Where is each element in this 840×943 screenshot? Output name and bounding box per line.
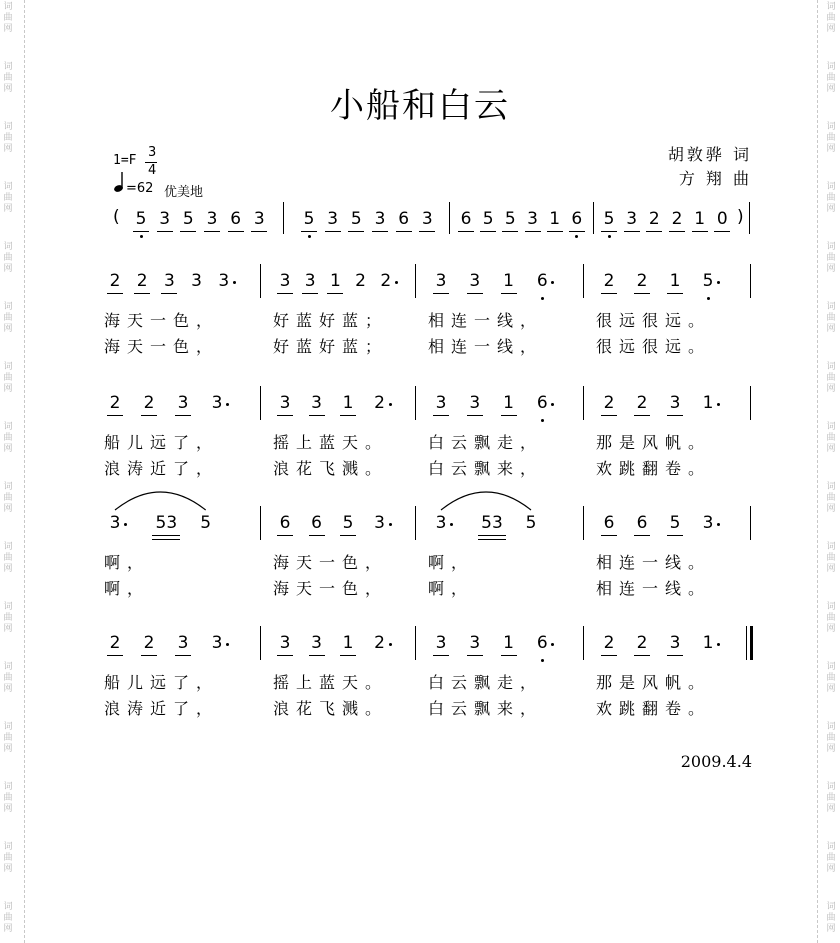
note: 6 xyxy=(279,513,291,533)
lyric-text: 白云飘走， xyxy=(428,433,544,452)
note: 3 xyxy=(374,513,385,533)
note: 2 xyxy=(374,393,385,413)
note: 1 xyxy=(503,633,514,653)
note: 3 xyxy=(163,271,175,291)
watermark-text: 词 曲 网 xyxy=(3,842,13,874)
underline-beam xyxy=(340,655,356,656)
lyric-text: 好蓝好蓝； xyxy=(273,337,389,356)
note: 53 xyxy=(155,513,178,533)
underline-beam xyxy=(667,293,683,294)
augmentation-dot xyxy=(551,281,554,284)
barline xyxy=(415,264,416,298)
note: 1 xyxy=(694,209,706,229)
barline xyxy=(415,386,416,420)
underline-beam xyxy=(309,655,325,656)
note: 5 xyxy=(525,513,537,533)
underline-beam xyxy=(601,415,617,416)
underline-beam xyxy=(204,231,220,232)
octave-dot-below xyxy=(541,659,544,662)
barline xyxy=(750,386,751,420)
watermark-text: 词 曲 网 xyxy=(826,182,836,214)
underline-beam xyxy=(302,293,318,294)
watermark-text: 词 曲 网 xyxy=(3,662,13,694)
note: 3 xyxy=(253,209,265,229)
underline-beam xyxy=(634,655,650,656)
lyric-text: 海天一色， xyxy=(273,553,389,572)
underline-beam xyxy=(569,231,585,232)
underline-beam xyxy=(134,293,150,294)
augmentation-dot xyxy=(395,281,398,284)
note: 3 xyxy=(109,513,121,533)
underline-beam xyxy=(458,231,474,232)
expression-mark: 优美地 xyxy=(164,185,204,200)
note: 6 xyxy=(636,513,648,533)
augmentation-dot xyxy=(717,281,720,284)
note: 2 xyxy=(355,271,366,291)
note: 3 xyxy=(327,209,339,229)
note: 5 xyxy=(603,209,615,229)
watermark-text: 词 曲 网 xyxy=(3,362,13,394)
watermark-text: 词 曲 网 xyxy=(3,482,13,514)
note: 3 xyxy=(177,393,189,413)
lyric-text: 相连一线。 xyxy=(596,553,712,572)
underline-beam xyxy=(251,231,267,232)
note: 3 xyxy=(177,633,189,653)
note: 1 xyxy=(702,633,714,653)
note: 3 xyxy=(421,209,433,229)
note: 3 xyxy=(702,513,714,533)
intro-open-paren: ( xyxy=(113,207,120,227)
underline-beam xyxy=(161,293,177,294)
note: 3 xyxy=(279,271,291,291)
slur xyxy=(0,512,840,542)
lyric-text: 白云飘来， xyxy=(428,699,544,718)
octave-dot-below xyxy=(608,235,611,238)
watermark-text: 词 曲 网 xyxy=(3,302,13,334)
note: 2 xyxy=(143,393,155,413)
notes-row xyxy=(0,512,840,542)
augmentation-dot xyxy=(389,643,392,646)
key-signature: 1=F xyxy=(113,153,137,168)
barline xyxy=(260,626,261,660)
underline-beam xyxy=(467,655,483,656)
note: 3 xyxy=(218,271,230,291)
note: 3 xyxy=(435,513,447,533)
note: 3 xyxy=(435,393,447,413)
barline xyxy=(449,202,450,234)
augmentation-dot xyxy=(389,403,392,406)
underline-beam xyxy=(141,655,157,656)
underline-beam xyxy=(419,231,435,232)
augmentation-dot xyxy=(717,403,720,406)
watermark-text: 词 曲 网 xyxy=(826,362,836,394)
note: 1 xyxy=(503,393,514,413)
lyric-text: 好蓝好蓝； xyxy=(273,311,389,330)
note: 5 xyxy=(669,513,681,533)
note: 6 xyxy=(460,209,472,229)
note: 5 xyxy=(182,209,194,229)
note: 6 xyxy=(603,513,615,533)
watermark-text: 词 曲 网 xyxy=(826,542,836,574)
note: 6 xyxy=(536,271,548,291)
underline-beam xyxy=(634,293,650,294)
lyric-text: 白云飘来， xyxy=(428,459,544,478)
underline-beam xyxy=(624,231,640,232)
notes-row xyxy=(0,270,840,300)
lyric-text: 很远很远。 xyxy=(596,337,712,356)
lyric-text: 白云飘走， xyxy=(428,673,544,692)
underline-beam xyxy=(667,415,683,416)
left-margin-line xyxy=(24,0,25,943)
underline-beam xyxy=(714,231,730,232)
underline-beam xyxy=(175,655,191,656)
note: 3 xyxy=(626,209,638,229)
note: 5 xyxy=(702,271,714,291)
octave-dot-below xyxy=(707,297,710,300)
note: 3 xyxy=(159,209,171,229)
underline-beam xyxy=(667,655,683,656)
note: 3 xyxy=(469,271,481,291)
note: 6 xyxy=(398,209,410,229)
watermark-text: 词 曲 网 xyxy=(3,242,13,274)
note: 3 xyxy=(211,633,223,653)
watermark-text: 词 曲 网 xyxy=(826,902,836,934)
underline-beam xyxy=(601,293,617,294)
note: 2 xyxy=(374,633,385,653)
watermark-text: 词 曲 网 xyxy=(826,242,836,274)
octave-dot-below xyxy=(140,235,143,238)
note: 5 xyxy=(303,209,315,229)
lyric-text: 海天一色， xyxy=(104,337,220,356)
underline-beam xyxy=(502,231,518,232)
barline xyxy=(415,626,416,660)
barline xyxy=(583,386,584,420)
augmentation-dot xyxy=(551,643,554,646)
note: 3 xyxy=(669,633,681,653)
underline-beam xyxy=(175,415,191,416)
note: 5 xyxy=(350,209,362,229)
underline-beam xyxy=(525,231,541,232)
underline-beam xyxy=(501,655,517,656)
lyric-text: 浪花飞溅。 xyxy=(273,459,389,478)
note: 2 xyxy=(109,393,121,413)
underline-beam xyxy=(601,655,617,656)
lyric-text: 浪涛近了， xyxy=(104,459,220,478)
watermark-text: 词 曲 网 xyxy=(826,602,836,634)
lyric-text: 啊， xyxy=(428,553,475,572)
underline-beam xyxy=(228,231,244,232)
lyric-text: 相连一线。 xyxy=(596,579,712,598)
note: 3 xyxy=(469,633,481,653)
augmentation-dot xyxy=(233,281,236,284)
octave-dot-below xyxy=(575,235,578,238)
watermark-text: 词 曲 网 xyxy=(826,482,836,514)
watermark-text: 词 曲 网 xyxy=(3,542,13,574)
quarter-note-icon xyxy=(113,170,125,194)
note: 2 xyxy=(603,271,615,291)
note: 6 xyxy=(536,393,548,413)
final-barline xyxy=(746,626,747,660)
lyric-text: 欢跳翻卷。 xyxy=(596,699,712,718)
note: 1 xyxy=(342,393,354,413)
barline xyxy=(749,202,750,234)
note: 5 xyxy=(482,209,494,229)
lyric-text: 摇上蓝天。 xyxy=(273,673,389,692)
note: 2 xyxy=(380,271,392,291)
underline-beam xyxy=(107,415,123,416)
lyric-text: 船儿远了， xyxy=(104,433,220,452)
note: 6 xyxy=(571,209,583,229)
watermark-text: 词 曲 网 xyxy=(3,722,13,754)
watermark-text: 词 曲 网 xyxy=(3,122,13,154)
octave-dot-below xyxy=(541,297,544,300)
note: 3 xyxy=(374,209,386,229)
note: 3 xyxy=(311,393,322,413)
lyric-text: 那是风帆。 xyxy=(596,433,712,452)
watermark-text: 词 曲 网 xyxy=(826,782,836,814)
lyric-text: 浪涛近了， xyxy=(104,699,220,718)
note: 3 xyxy=(311,633,322,653)
watermark-text: 词 曲 网 xyxy=(3,602,13,634)
lyric-text: 浪花飞溅。 xyxy=(273,699,389,718)
lyric-text: 船儿远了， xyxy=(104,673,220,692)
watermark-text: 词 曲 网 xyxy=(3,782,13,814)
time-signature-top: 3 xyxy=(148,145,157,160)
note: 5 xyxy=(200,513,212,533)
note: 1 xyxy=(549,209,561,229)
underline-beam xyxy=(277,293,293,294)
note: 1 xyxy=(329,271,341,291)
underline-beam xyxy=(141,415,157,416)
underline-beam xyxy=(157,231,173,232)
note: 3 xyxy=(669,393,681,413)
note: 2 xyxy=(671,209,683,229)
watermark-text: 词 曲 网 xyxy=(826,722,836,754)
tempo-value: =62 xyxy=(126,181,154,196)
note: 2 xyxy=(143,633,155,653)
song-title: 小船和白云 xyxy=(330,86,510,126)
note: 1 xyxy=(669,271,681,291)
augmentation-dot xyxy=(551,403,554,406)
note: 3 xyxy=(279,633,291,653)
octave-dot-below xyxy=(308,235,311,238)
underline-beam xyxy=(547,231,563,232)
note: 1 xyxy=(702,393,714,413)
lyric-text: 相连一线， xyxy=(428,311,544,330)
watermark-text: 词 曲 网 xyxy=(826,842,836,874)
barline xyxy=(593,202,594,234)
underline-beam xyxy=(396,231,412,232)
lyric-text: 啊， xyxy=(104,553,151,572)
underline-beam xyxy=(669,231,685,232)
octave-dot-below xyxy=(541,419,544,422)
barline xyxy=(583,626,584,660)
note: 53 xyxy=(481,513,503,533)
underline-beam xyxy=(433,293,449,294)
notes-row xyxy=(0,632,840,662)
note: 3 xyxy=(206,209,218,229)
underline-beam xyxy=(277,655,293,656)
lyric-text: 海天一色， xyxy=(273,579,389,598)
note: 1 xyxy=(342,633,354,653)
note: 2 xyxy=(136,271,148,291)
underline-beam xyxy=(480,231,496,232)
lyric-text: 那是风帆。 xyxy=(596,673,712,692)
underline-beam xyxy=(692,231,708,232)
lyric-text: 相连一线， xyxy=(428,337,544,356)
note: 2 xyxy=(109,271,121,291)
note: 6 xyxy=(536,633,548,653)
underline-beam xyxy=(467,415,483,416)
note: 3 xyxy=(435,633,447,653)
underline-beam xyxy=(646,231,662,232)
note: 2 xyxy=(636,633,648,653)
watermark-text: 词 曲 网 xyxy=(826,2,836,34)
underline-beam xyxy=(467,293,483,294)
note: 0 xyxy=(716,209,728,229)
watermark-text: 词 曲 网 xyxy=(826,122,836,154)
underline-beam xyxy=(372,231,388,232)
watermark-text: 词 曲 网 xyxy=(3,2,13,34)
underline-beam xyxy=(107,293,123,294)
notes-row xyxy=(0,392,840,422)
note: 2 xyxy=(636,393,648,413)
underline-beam xyxy=(107,655,123,656)
note: 2 xyxy=(109,633,121,653)
intro-notes xyxy=(0,208,840,238)
right-margin-line xyxy=(817,0,818,943)
note: 3 xyxy=(304,271,316,291)
underline-beam xyxy=(501,415,517,416)
watermark-text: 词 曲 网 xyxy=(3,182,13,214)
note: 2 xyxy=(603,393,615,413)
underline-beam xyxy=(601,231,617,232)
watermark-text: 词 曲 网 xyxy=(826,302,836,334)
underline-beam xyxy=(433,415,449,416)
note: 3 xyxy=(469,393,481,413)
note: 1 xyxy=(503,271,514,291)
note: 2 xyxy=(636,271,648,291)
barline xyxy=(260,264,261,298)
lyric-text: 欢跳翻卷。 xyxy=(596,459,712,478)
intro-close-paren: ) xyxy=(737,207,744,227)
underline-beam xyxy=(133,231,149,232)
lyric-text: 摇上蓝天。 xyxy=(273,433,389,452)
underline-beam xyxy=(309,415,325,416)
lyric-text: 啊， xyxy=(428,579,475,598)
note: 3 xyxy=(191,271,202,291)
note: 5 xyxy=(504,209,516,229)
barline xyxy=(583,264,584,298)
note: 5 xyxy=(342,513,354,533)
note: 2 xyxy=(603,633,615,653)
augmentation-dot xyxy=(226,643,229,646)
underline-beam xyxy=(433,655,449,656)
barline xyxy=(750,626,753,660)
underline-beam xyxy=(348,231,364,232)
barline xyxy=(260,386,261,420)
underline-beam xyxy=(301,231,317,232)
lyric-text: 很远很远。 xyxy=(596,311,712,330)
underline-beam xyxy=(327,293,343,294)
underline-beam xyxy=(325,231,341,232)
note: 3 xyxy=(279,393,291,413)
note: 2 xyxy=(648,209,660,229)
note: 3 xyxy=(435,271,447,291)
barline xyxy=(283,202,284,234)
augmentation-dot xyxy=(226,403,229,406)
watermark-text: 词 曲 网 xyxy=(3,62,13,94)
note: 6 xyxy=(230,209,242,229)
underline-beam xyxy=(340,415,356,416)
underline-beam xyxy=(180,231,196,232)
barline xyxy=(750,264,751,298)
lyricist-credit: 胡敦骅 词 xyxy=(667,145,752,164)
lyric-text: 海天一色， xyxy=(104,311,220,330)
watermark-text: 词 曲 网 xyxy=(826,422,836,454)
augmentation-dot xyxy=(717,643,720,646)
composer-credit: 方 翔 曲 xyxy=(678,169,752,188)
watermark-text: 词 曲 网 xyxy=(3,902,13,934)
note: 3 xyxy=(211,393,223,413)
underline-beam xyxy=(634,415,650,416)
underline-beam xyxy=(277,415,293,416)
date: 2009.4.4 xyxy=(680,752,752,771)
note: 6 xyxy=(311,513,322,533)
watermark-text: 词 曲 网 xyxy=(3,422,13,454)
underline-beam xyxy=(501,293,517,294)
lyric-text: 啊， xyxy=(104,579,151,598)
time-signature-bottom: 4 xyxy=(148,163,157,178)
watermark-text: 词 曲 网 xyxy=(826,62,836,94)
note: 3 xyxy=(527,209,538,229)
note: 5 xyxy=(135,209,147,229)
watermark-text: 词 曲 网 xyxy=(826,662,836,694)
